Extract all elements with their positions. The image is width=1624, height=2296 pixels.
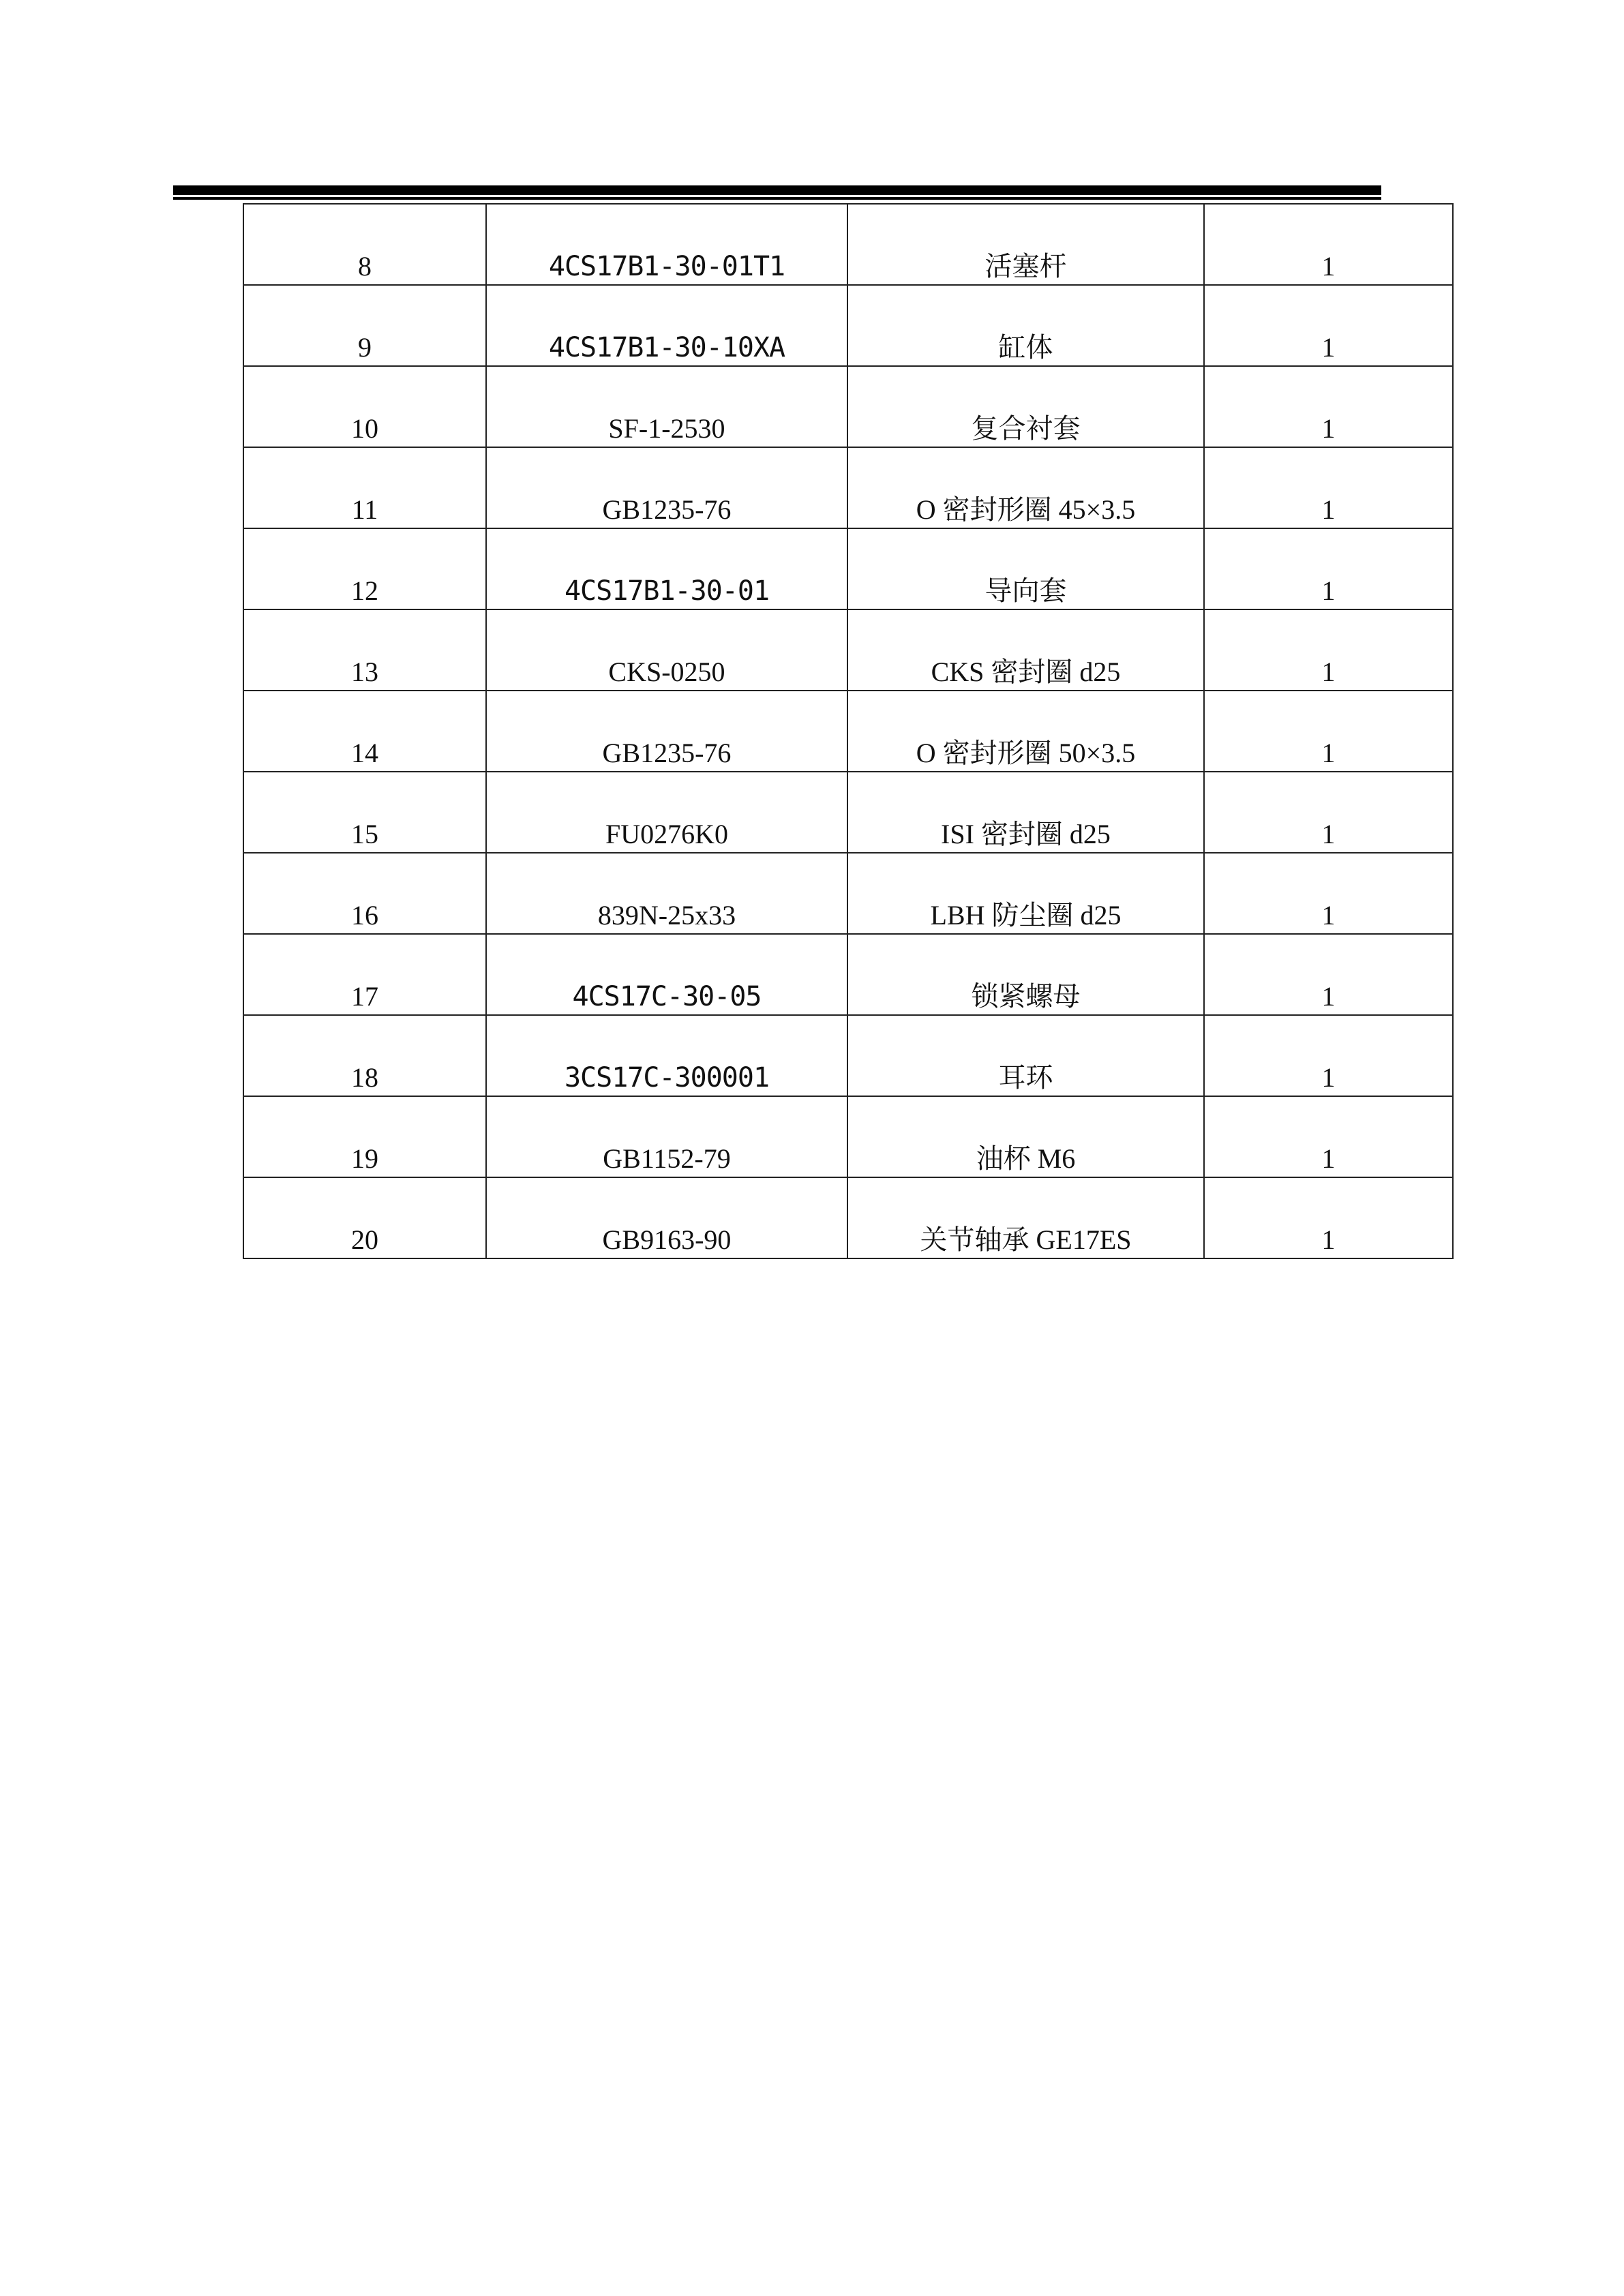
part-code-cell: GB1152-79: [486, 1096, 847, 1177]
item-number-cell: 16: [243, 853, 486, 934]
part-name-cell: 油杯 M6: [847, 1096, 1204, 1177]
header-rule-thick: [173, 185, 1381, 195]
part-code-cell: 4CS17C-30-05: [486, 934, 847, 1015]
quantity-cell: 1: [1204, 609, 1453, 691]
part-name-cell: 锁紧螺母: [847, 934, 1204, 1015]
item-number-cell: 20: [243, 1177, 486, 1258]
part-code-cell: 839N-25x33: [486, 853, 847, 934]
part-code-cell: 4CS17B1-30-01: [486, 528, 847, 609]
part-name-cell: 缸体: [847, 285, 1204, 366]
quantity-cell: 1: [1204, 204, 1453, 285]
table-row: [243, 366, 1453, 447]
part-code-cell: FU0276K0: [486, 772, 847, 853]
table-row: [243, 609, 1453, 691]
part-code-cell: GB1235-76: [486, 447, 847, 528]
item-number-cell: 12: [243, 528, 486, 609]
quantity-cell: 1: [1204, 1015, 1453, 1096]
quantity-cell: 1: [1204, 934, 1453, 1015]
quantity-cell: 1: [1204, 447, 1453, 528]
item-number-cell: 14: [243, 691, 486, 772]
part-name-cell: O 密封形圈 45×3.5: [847, 447, 1204, 528]
table-row: [243, 528, 1453, 609]
part-name-cell: CKS 密封圈 d25: [847, 609, 1204, 691]
item-number-cell: 18: [243, 1015, 486, 1096]
item-number-cell: 10: [243, 366, 486, 447]
part-code-cell: 4CS17B1-30-10XA: [486, 285, 847, 366]
quantity-cell: 1: [1204, 528, 1453, 609]
part-code-cell: 4CS17B1-30-01T1: [486, 204, 847, 285]
table-row: [243, 691, 1453, 772]
header-rule-thin: [173, 197, 1381, 200]
table-row: [243, 1177, 1453, 1258]
item-number-cell: 9: [243, 285, 486, 366]
table-row: [243, 934, 1453, 1015]
part-name-cell: ISI 密封圈 d25: [847, 772, 1204, 853]
quantity-cell: 1: [1204, 691, 1453, 772]
part-name-cell: 活塞杆: [847, 204, 1204, 285]
part-name-cell: O 密封形圈 50×3.5: [847, 691, 1204, 772]
part-code-cell: CKS-0250: [486, 609, 847, 691]
table-row: [243, 772, 1453, 853]
item-number-cell: 15: [243, 772, 486, 853]
part-name-cell: LBH 防尘圈 d25: [847, 853, 1204, 934]
table-row: [243, 285, 1453, 366]
part-code-cell: SF-1-2530: [486, 366, 847, 447]
part-code-cell: 3CS17C-300001: [486, 1015, 847, 1096]
parts-table: [243, 203, 1454, 1259]
quantity-cell: 1: [1204, 366, 1453, 447]
quantity-cell: 1: [1204, 285, 1453, 366]
quantity-cell: 1: [1204, 1096, 1453, 1177]
quantity-cell: 1: [1204, 1177, 1453, 1258]
table-row: [243, 853, 1453, 934]
part-name-cell: 复合衬套: [847, 366, 1204, 447]
table-row: [243, 1096, 1453, 1177]
table-row: [243, 447, 1453, 528]
item-number-cell: 13: [243, 609, 486, 691]
parts-table-body: [243, 204, 1453, 1258]
table-row: [243, 204, 1453, 285]
quantity-cell: 1: [1204, 772, 1453, 853]
quantity-cell: 1: [1204, 853, 1453, 934]
part-name-cell: 导向套: [847, 528, 1204, 609]
item-number-cell: 17: [243, 934, 486, 1015]
table-row: [243, 1015, 1453, 1096]
item-number-cell: 11: [243, 447, 486, 528]
part-code-cell: GB1235-76: [486, 691, 847, 772]
item-number-cell: 19: [243, 1096, 486, 1177]
part-name-cell: 耳环: [847, 1015, 1204, 1096]
part-name-cell: 关节轴承 GE17ES: [847, 1177, 1204, 1258]
part-code-cell: GB9163-90: [486, 1177, 847, 1258]
item-number-cell: 8: [243, 204, 486, 285]
